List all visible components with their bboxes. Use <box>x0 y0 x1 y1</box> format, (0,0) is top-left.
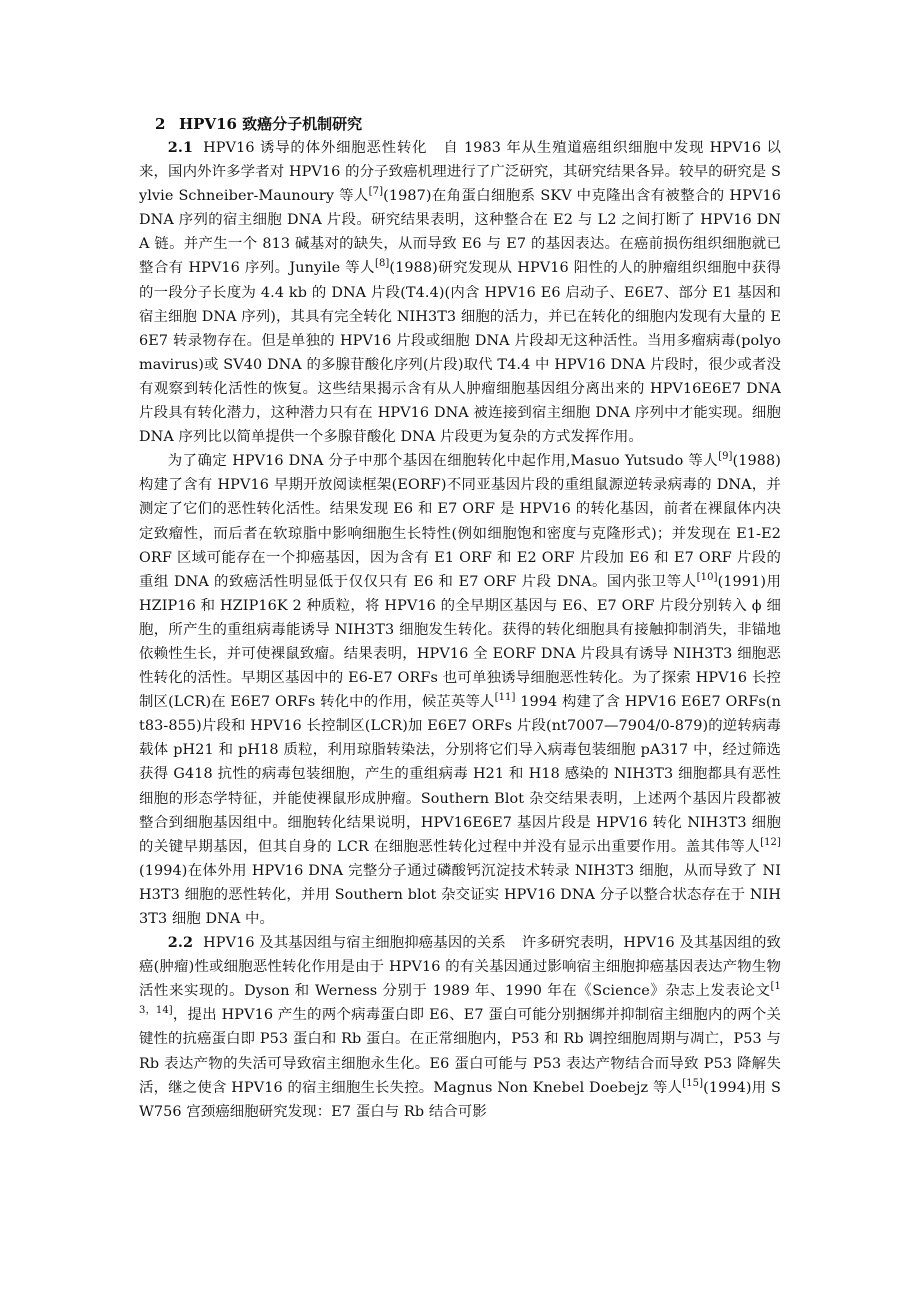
paragraph-text: (1994)用 SW756 宫颈癌细胞研究发现：E7 蛋白与 Rb 结合可影 <box>139 1079 782 1120</box>
citation: [12] <box>760 836 781 848</box>
paragraph-text: ，提出 HPV16 产生的两个病毒蛋白即 E6、E7 蛋白可能分别捆绑并抑制宿主细胞内的两个关键性的抗癌蛋白即 P53 蛋白和 Rb 蛋白。在正常细胞内，P53 和 Rb 调控细胞周期与凋亡，P53 与 Rb 表达产物的失活可导致宿主细胞永生化。E6 蛋白可能与 P53 表达产物结合而导致 P53 降解失活，继之使含 HPV16 的宿主细胞生长失控。Magnus Non Knebel Doebejz 等人 <box>139 1007 781 1096</box>
paragraph-text: 为了确定 HPV16 DNA 分子中那个基因在细胞转化中起作用,Masuo Yutsudo 等人 <box>167 453 719 470</box>
subsection-title: HPV16 诱导的体外细胞恶性转化 <box>203 140 428 156</box>
paragraph-text: (1994)在体外用 HPV16 DNA 完整分子通过磷酸钙沉淀技术转录 NIH3T3 细胞，从而导致了 NIH3T3 细胞的恶性转化，并用 Southern blot 杂交证实 HPV16 DNA 分子以整合状态存在于 NIH3T3 细胞 DNA 中。 <box>139 862 781 927</box>
citation: [8] <box>374 258 390 270</box>
subsection-number: 2.2 <box>167 934 194 952</box>
paragraph-text: (1987)在角蛋白细胞系 SKV 中克隆出含有被整合的 HPV16 DNA 序列的宿主细胞 DNA 片段。研究结果表明，这种整合在 E2 与 L2 之间打断了 HPV16 DNA 链。并产生一个 813 碱基对的缺失，从而导致 E6 与 E7 的基因表达。在癌前损伤组织细胞就已整合有 HPV16 序列。Junyile 等人 <box>139 188 781 277</box>
paragraph-2-1-continued <box>139 449 781 931</box>
document-page <box>139 112 781 1124</box>
paragraph-text: (1991)用 HZIP16 和 HZIP16K 2 种质粒，将 HPV16 的全早期区基因与 E6、E7 ORF 片段分别转入 ϕ 细胞，所产生的重组病毒能诱导 NIH3T3 细胞发生转化。获得的转化细胞具有接触抑制消失，非锚地依赖性生长，并可使裸鼠致瘤。结果表明，HPV16 全 EORF DNA 片段具有诱导 NIH3T3 细胞恶性转化的活性。早期区基因中的 E6-E7 ORFs 也可单独诱导细胞恶性转化。为了探索 HPV16 长控制区(LCR)在 E6E7 ORFs 转化中的作用，候芷英等人 <box>139 573 781 711</box>
section-heading-title: HPV16 致癌分子机制研究 <box>179 115 363 133</box>
paragraph-text: 1994 构建了含 HPV16 E6E7 ORFs(nt83-855)片段和 HPV16 长控制区(LCR)加 E6E7 ORFs 片段(nt7007—7904/0-879)的逆转病毒载体 pH21 和 pH18 质粒，利用琼脂转染法，分别将它们导入病毒包装细胞 pA317 中，经过筛选获得 G418 抗性的病毒包装细胞，产生的重组病毒 H21 和 H18 感染的 NIH3T3 细胞都具有恶性细胞的形态学特征，并能使裸鼠形成肿瘤。Southern Blot 杂交结果表明，上述两个基因片段都被整合到细胞基因组中。细胞转化结果说明，HPV16E6E7 基因片段是 HPV16 转化 NIH3T3 细胞的关键早期基因，但其自身的 LCR 在细胞恶性转化过程中并没有显示出重要作用。盖其伟等人 <box>139 694 781 855</box>
paragraph-text: (1988)研究发现从 HPV16 阳性的人的肿瘤组织细胞中获得的一段分子长度为 4.4 kb 的 DNA 片段(T4.4)(内含 HPV16 E6 启动子、E6E7、部分 E1 基因和宿主细胞 DNA 序列)，其具有完全转化 NIH3T3 细胞的活力，并已在转化的细胞内发现有大量的 E6E7 转录物存在。但是单独的 HPV16 片段或细胞 DNA 片段却无这种活性。当用多瘤病毒(polyomavirus)或 SV40 DNA 的多腺苷酸化序列(片段)取代 T4.4 中 HPV16 DNA 片段时，很少或者没有观察到转化活性的恢复。这些结果揭示含有从人肿瘤细胞基因组分离出来的 HPV16E6E7 DNA 片段具有转化潜力，这种潜力只有在 HPV16 DNA 被连接到宿主细胞 DNA 序列中才能实现。细胞 DNA 序列比以简单提供一个多腺苷酸化 DNA 片段更为复杂的方式发挥作用。 <box>139 260 782 446</box>
paragraph-text: 许多研究表明，HPV16 及其基因组的致癌(肿瘤)性或细胞恶性转化作用是由于 HPV16 的有关基因通过影响宿主细胞抑癌基因表达产物生物活性来实现的。Dyson 和 Werness 分别于 1989 年、1990 年在《Science》杂志上发表论文 <box>139 935 782 1000</box>
paragraph-text: (1988)构建了含有 HPV16 早期开放阅读框架(EORF)不同亚基因片段的重组鼠源逆转录病毒的 DNA，并测定了它们的恶性转化活性。结果发现 E6 和 E7 ORF 是 HPV16 的转化基因，前者在裸鼠体内决定致瘤性，而后者在软琼脂中影响细胞生长特性(例如细胞饱和密度与克隆形式)；并发现在 E1-E2 ORF 区域可能存在一个抑癌基因，因为含有 E1 ORF 和 E2 ORF 片段加 E6 和 E7 ORF 片段的重组 DNA 的致癌活性明显低于仅仅只有 E6 和 E7 ORF 片段 DNA。国内张卫等人 <box>139 453 781 590</box>
paragraph-text: 自 1983 年从生殖道癌组织细胞中发现 HPV16 以来，国内外许多学者对 HPV16 的分子致癌机理进行了广泛研究，其研究结果各异。较早的研究是 Sylvie Schneiber-Maunoury 等人 <box>139 140 781 205</box>
citation: [15] <box>682 1077 704 1089</box>
citation: [7] <box>368 186 384 198</box>
citation: [9] <box>718 451 733 463</box>
paragraph-2-2 <box>139 931 781 1124</box>
citation: [10] <box>696 571 718 583</box>
subsection-number: 2.1 <box>167 139 194 156</box>
paragraph-2-1 <box>139 136 781 449</box>
subsection-title: HPV16 及其基因组与宿主细胞抑癌基因的关系 <box>203 935 506 952</box>
citation: [11] <box>494 692 516 704</box>
section-heading-number: 2 <box>155 115 166 133</box>
citation: [13，14] <box>139 981 781 1017</box>
section-heading <box>155 112 781 136</box>
